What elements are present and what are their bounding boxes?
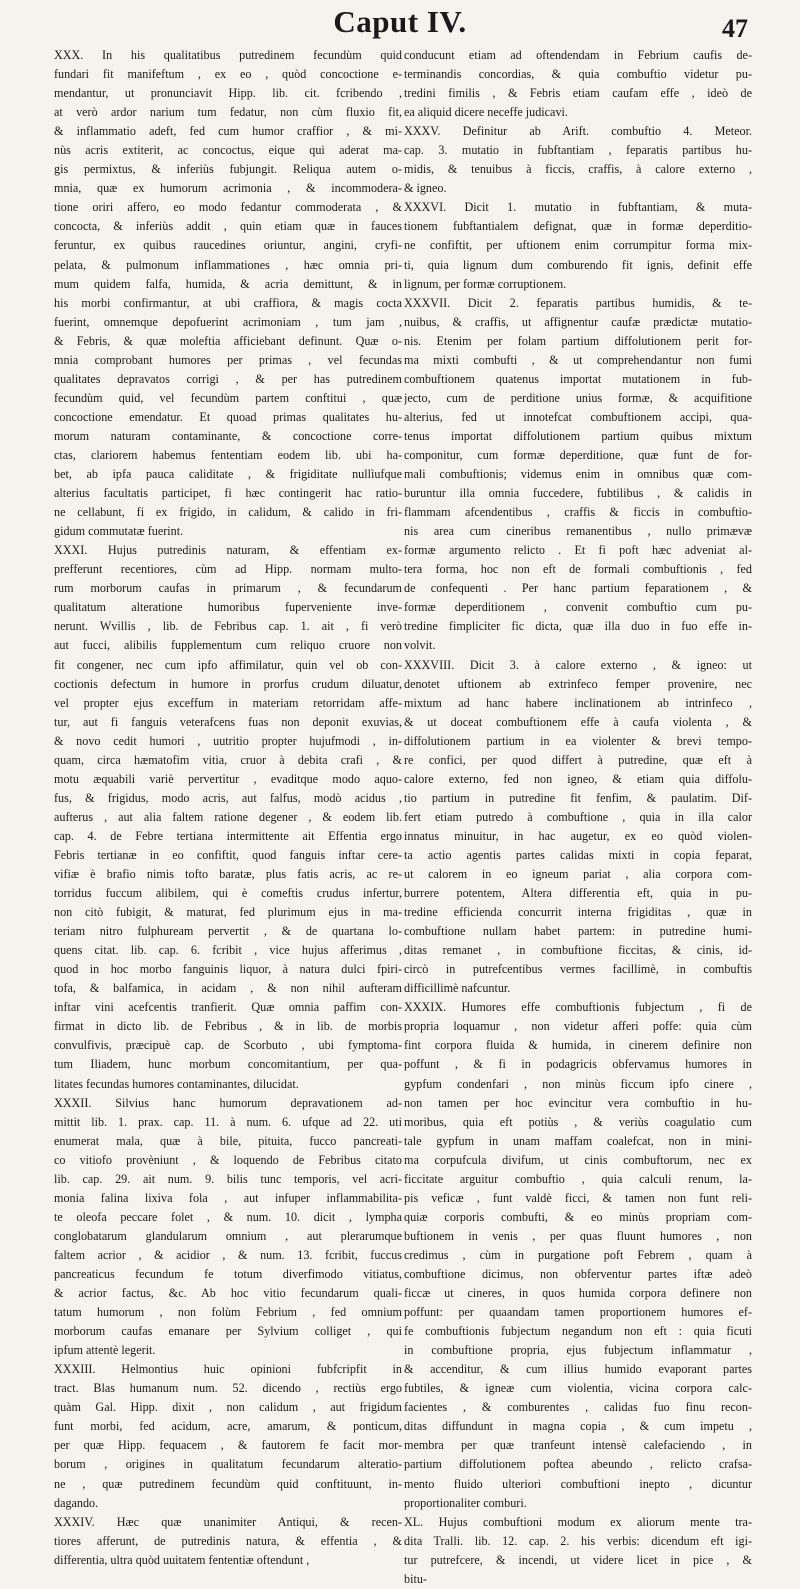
text-line: in combuftione propria, ejus fubjectum inflammatur , [404,1343,752,1358]
text-line: feruntur, ex quibus raucedines oriuntur, angini, cryfi- [54,238,402,253]
text-line: teriam nitro fulphuream pervertit , & de quartana lo- [54,924,402,939]
text-line: tredine efficienda concurrit interna frigiditas , quæ in [404,905,752,920]
text-line: cap. 4. de Febre tertiana intermittente ait Effentia ergo [54,828,402,843]
text-line: & novo cedit humori , uutritio propter hujufmodi , in- [54,733,402,748]
text-line: fint corpora fluida & humida, in cinerem definire non [404,1038,752,1053]
text-line: ea aliquid dicere neceffe judicavi. [404,105,568,120]
text-line: ut calorem in eo igneum pariat , alia corpora com- [404,867,752,882]
text-line: tredini fimilis , & Febris etiam caufam effe , ideò de [404,86,752,101]
text-line: ipfum attentè legerit. [54,1343,156,1358]
text-line: difficillimè nafcuntur. [404,981,511,996]
text-line: mali combuftionis; videmus enim in omnibus quæ com- [404,467,752,482]
text-line: conducunt etiam ad oftendendam in Febrium caufis de- [404,48,752,62]
text-line: fert etiam putredo à combuftione , quia in illa calor [404,809,752,824]
text-line: midis, & tenuibus à ficcis, craffis, à calore externo , [404,162,752,177]
text-line: poffunt: per quaandam tamen proportionem humores ef- [404,1305,752,1320]
text-line: non tamen per hoc evincitur vera combuftio in hu- [404,1095,752,1110]
text-line: fundari fit manifeftum , ex eo , quòd concoctione e- [54,67,402,82]
text-line: dita Tralli. lib. 12. cap. 2. his verbis: dicendum eft igi- [404,1533,752,1548]
text-line: litates fecundas humores contaminantes, dilucidat. [54,1076,299,1091]
text-line: XXXI. Hujus putredinis naturam, & effentiam ex- [54,543,402,558]
text-line: per quæ Hipp. fequacem , & fautorem fe facit mor- [54,1438,402,1453]
text-line: & Febris, & quæ moleftia afficiebant definunt. Quæ o- [54,333,402,348]
text-line: ficcitate arguitur combuftio , quia calculi renum, la- [404,1171,752,1186]
text-line: de confequenti . Per hanc partium feparationem , & [404,581,752,596]
text-line: quod in hoc morbo fanguinis liquor, à natura dulci fpiri- [54,962,402,977]
text-line: tiores afferunt, de putredinis natura, & effentia , & [54,1533,402,1548]
text-line: gis permixtus, & inferiùs fubjungit. Reliqua autem o- [54,162,402,177]
text-line: morborum caufas emanare per Sylvium colliget , qui [54,1324,402,1339]
text-line: vel propter ejus exceffum in materiam retorridam affe- [54,695,402,710]
text-line: firmat in dicto lib. de Febribus , & in lib. de morbis [54,1019,402,1034]
text-line: aut fucci, alibilis fupplementum cum reliquo cruore non [54,638,402,653]
text-line: differentia, ultra quòd uuitatem fententiæ oftendunt , [54,1552,310,1567]
text-line: quiæ corporis combufti, & eo minùs propriam com- [404,1209,752,1224]
text-line: nerunt. Wvillis , lib. de Febribus cap. 1. ait , fi verò [54,619,402,634]
text-line: & inflammatio adeft, fed cum humor craffior , & mi- [54,124,402,139]
text-line: pelata, & pulmonum inflammationes , hæc omnia pri- [54,257,402,272]
text-line: tredine fimpliciter fic dicta, quæ illa duo in fuo effe in- [404,619,752,634]
text-line: partium diffolutionem poftea abeundo , relicto crafsa- [404,1457,752,1472]
text-line: nuibus, & craffis, ut affignentur caufæ prædictæ mutatio- [404,314,752,329]
text-line: concoctione emendatur. Et quoad primas qualitates hu- [54,409,402,424]
text-line: coctionis defectum in humore in prorfus crudum diluatur, [54,676,402,691]
text-line: pancreaticus fecundum fe totum diverfimodo vitiatus, [54,1267,402,1281]
text-line: ne cellabunt, fi ex frigido, in calidum, & calido in fri- [54,505,402,520]
text-line: circò in putrefcentibus vermes facillimè, in combuftis [404,962,752,977]
text-line: fit congener, nec cum ipfo affimilatur, quin vel ob con- [54,657,402,672]
text-line: quàm Gal. Hipp. dixit , non calidum , aut frigidum [54,1400,402,1415]
text-line: terminandis concordias, & quia combuftio videtur pu- [404,67,752,82]
text-line: te oleofa peccare folet , & num. 10. dicit , lympha [54,1209,402,1224]
text-line: XXXIII. Helmontius huic opinioni fubfcripfit in [54,1362,402,1377]
text-line: aufterus , aut alia faltem ratione degener , & eodem lib. [54,809,402,824]
text-line: fe combuftionis fubjectum negandum non eft : quia ficuti [404,1324,752,1339]
text-line: fecundùm quid, vel fecundùm partem conftitui , quæ [54,390,402,405]
text-line: non citò fubigit, & maturat, fed plurimum ejus in ma- [54,905,402,920]
text-line: lignum, per formæ corruptionem. [404,276,567,291]
text-line: gypfum condenfari , non minùs ficcum ipfo cinere , [404,1076,752,1091]
text-line: tale gypfum in unam maffam coalefcat, non in mini- [404,1133,752,1148]
text-line: mittit lib. 1. prax. cap. 11. à num. 6. ufque ad 22. uti [54,1114,402,1129]
text-line: tione oriri affero, eo modo fedantur commoderata , & [54,200,402,215]
text-line: convulfivis, præcipuè cap. de Scorbuto , ubi fymptoma- [54,1038,402,1053]
text-line: rum morborum caufas in primarum , & fecundarum [54,581,402,596]
text-line: tofa, & balfamica, in acidam , & non nihil aufteram [54,981,402,996]
text-line: mendantur, ut pronunciavit Hipp. lib. cit. fcribendo , [54,86,402,101]
text-line: dagando. [54,1495,99,1510]
text-line: formæ deperditionem , convenit combuftio cum pu- [404,600,752,615]
text-line: XXXVIII. Dicit 3. à calore externo , & igneo: ut [404,657,752,672]
text-line: tatum humorum , non folùm Febrium , fed omnium [54,1305,402,1320]
text-line: mnia comprobant humores per primas , vel fecundas [54,352,402,367]
text-line: morum naturam contaminante, & concoctione corre- [54,428,402,443]
text-line: re confici, per quod differt à putredine, quæ eft à [404,752,752,767]
text-line: enumerat mala, quæ à bile, pituita, fucco pancreati- [54,1133,402,1148]
text-line: XXXII. Silvius hanc humorum depravationem ad- [54,1095,402,1110]
text-line: tum Iliadem, hunc morbum concomitantium, per qua- [54,1057,402,1072]
text-line: fus, & frigidus, modo acris, aut falfus, modò acidus , [54,790,402,805]
text-line: his morbi confirmantur, at ubi craffiora, & magis cocta [54,295,402,310]
text-line: denotet uftionem ab extrinfeco femper provenire, nec [404,676,752,691]
text-line: & acrior factus, &c. Ab hoc vitio fecundarum quali- [54,1286,402,1301]
text-line: nùs acris extiterit, ac concoctus, eique qui aderat ma- [54,143,402,158]
text-line: XXXVI. Dicit 1. mutatio in fubftantiam, & muta- [404,200,752,215]
text-line: combuftionem quatenus importat mutationem in fub- [404,371,752,386]
text-line: ditas remanet , in combuftione ficcitas, & cinis, id- [404,943,752,958]
text-line: co vitiofo provèniunt , & loquendo de Febribus citato [54,1152,402,1167]
text-line: tionem fubftantialem defignat, quæ in formæ deperditio- [404,219,752,234]
text-line: nis area cum cineribus remanentibus , nullo primævæ [404,524,752,539]
text-line: ditas diffundunt in magna copia , & cum impetu , [404,1419,752,1434]
text-line: combuftione nullam habet partem: in putredine humi- [404,924,752,939]
left-column [54,46,402,1570]
text-line: membra per quæ tranfeunt intensè calefaciendo , in [404,1438,752,1453]
text-line: moribus, quia eft potiùs , & veriùs coagulatio cum [404,1114,752,1129]
text-line: vifiæ è brafio nimis tofto baratæ, plus fatis acris, ac re- [54,867,402,882]
text-line: qualitates depravatos corrigi , & per has putredinem [54,371,402,386]
text-line: XXXIX. Humores effe combuftionis fubjectum , fi de [404,1000,752,1015]
text-line: nis. Etenim per folam partium diffolutionem perit for- [404,333,752,348]
text-line: mixtum ad hanc habere inclinationem ab intrinfeco , [404,695,752,710]
text-line: credimus , cùm in purgatione poft Febrem , quam à [404,1247,752,1262]
text-line: at verò ardor narium tum fedatur, non cùm fluxio fit, [54,105,402,120]
text-line: buruntur illa omnia fuccedere, fubtilibus , & calidis in [404,486,752,501]
text-line: tera forma, hoc non eft de formali combuftionis , fed [404,562,752,577]
page-header [0,0,800,44]
text-line: calore externo, fed non igneo, & etiam quia diffolu- [404,771,752,786]
text-line: diffolutionem partium in ea violenter & brevi tempo- [404,733,752,748]
text-line: & igneo. [404,181,447,196]
text-line: alterius facultatis participet, fi hæc contingerit hac ratio- [54,486,402,501]
text-line: motu æquabili variè pervertitur , evaditque modo aquo- [54,771,402,786]
text-line: ficcæ ut cineres, in quos humida corpora definere non [404,1286,752,1301]
text-line: facientes , & comburentes , calidas fuo finu recon- [404,1400,752,1415]
text-line: lib. cap. 29. ait num. 9. bilis tunc temporis, vel acri- [54,1171,402,1186]
text-line: XL. Hujus combuftioni modum ex aliorum mente tra- [404,1514,752,1529]
text-line: alterius, fed ut innotefcat combuftionem accipi, qua- [404,409,752,424]
text-line: ne confiftit, per uftionem enim corrumpitur forma mix- [404,238,752,253]
page-number: 47 [722,14,748,43]
text-line: flammam afcendentibus , craffis & ficcis in combuftio- [404,505,752,520]
text-line: tio partium in putredine fit fenfim, & paulatim. Dif- [404,790,752,805]
text-line: bet, ab ipfa pauca caliditate , & frigiditate nullìufque [54,467,402,482]
text-line: tur putrefcere, & incendi, ut videre licet in pice , & [404,1552,752,1567]
text-line: formæ argumento relicto . Et fi poft hæc adveniat al- [404,543,752,558]
text-line: tur, aut fi fanguis veterafcens fuas non deponit exuvias, [54,714,402,729]
text-line: innatus minuitur, in hac augetur, ex eo quòd violen- [404,828,752,843]
text-line: jecto, cum de perditione unius formæ, & acquifitione [404,390,752,405]
text-line: cap. 3. mutatio in fubftantiam , feparatis partibus hu- [404,143,752,158]
text-line: funt morbi, fed acidum, acre, amarum, & ponticum, [54,1419,402,1434]
text-line: & ut doceat combuftionem effe à caufa violenta , & [404,714,752,729]
text-line: fuerint, omnemque depofuerint acrimoniam , tum jam , [54,314,402,329]
text-line: ma corpufcula divifum, ut cinis combuftorum, nec ex [404,1152,752,1167]
text-line: mnia, quæ ex humorum acrimonia , & incommodera- [54,181,402,196]
text-line: combuftione dicimus, non obferventur partes iftæ adeò [404,1267,752,1281]
text-line: inftar vini acefcentis tranfierit. Quæ omnia paffim con- [54,1000,402,1015]
text-line: XXXIV. Hæc quæ unanimiter Antiqui, & recen- [54,1514,402,1529]
text-line: torridus fuccum alibilem, qui è comeftis crudus infertur, [54,886,402,901]
text-line: tenus importat diffolutionem partium quibus mixtum [404,428,752,443]
text-line: qualitatum alteratione humoribus fuperveniente inve- [54,600,402,615]
text-line: borum , origines in qualitatum fecundarum alteratio- [54,1457,402,1472]
text-line: conglobatarum glandularum omnium , aut plerarumque [54,1228,402,1243]
text-line: ma mixti combufti , & ut comprehendantur non fumi [404,352,752,367]
text-line: ctas, clariorem habemus fententiam eodem lib. ubi ha- [54,447,402,462]
text-line: proportionaliter comburi. [404,1495,527,1510]
text-line: ti, quia lignum dum comburendo fit ignis, definit effe [404,257,752,272]
text-line: gidum commutatæ fuerint. [54,524,184,539]
text-line: componitur, cum formæ deperditione, quæ funt de for- [404,447,752,462]
text-line: mento fluido ulteriori combuftioni inepto , dicuntur [404,1476,752,1491]
text-line: & accenditur, & cum illius humido evaporant partes [404,1362,752,1377]
text-line: ne , quæ putredinem fecundùm quid conftituunt, in- [54,1476,402,1491]
text-line: pis veficæ , funt valdè ficci, & tamen non funt reli- [404,1190,752,1205]
right-column [404,46,752,1589]
text-line: burrere potentem, Altera differentia eft, quia in pu- [404,886,752,901]
running-title: Caput IV. [333,4,467,39]
text-line: quens citat. lib. cap. 6. fcribit , vice hujus afferimus , [54,943,402,958]
text-line: prefferunt recentiores, cùm ad Hipp. normam multo- [54,562,402,577]
text-line: Febris tertianæ in eo confiftit, quod fanguis inftar cere- [54,847,402,862]
text-line: fubtiles, & igneæ cum violentia, vicina corpora calc- [404,1381,752,1396]
text-line: faltem acrior , & acidior , & num. 13. fcribit, fuccus [54,1247,402,1262]
text-line: monia falina lixiva fola , aut infuper inflammabilita- [54,1190,402,1205]
text-line: tract. Blas humanum num. 52. dicendo , rectiùs ergo [54,1381,402,1396]
text-line: XXXV. Definitur ab Arift. combuftio 4. Meteor. [404,124,752,139]
text-line: quam, circa hæmatofim vitia, cruor à debita crafi , & [54,752,402,767]
text-line: propria loquamur , non videtur afferi poffe: quia cùm [404,1019,752,1034]
text-line: XXX. In his qualitatibus putredinem fecundùm quid [54,48,402,62]
text-line: poffunt , & fi in podagricis obfervamus humores in [404,1057,752,1072]
text-line: mum quidem falfa, humida, & acria demittunt, & in [54,276,402,291]
text-line: bitu- [404,1571,427,1586]
text-line: volvit. [404,638,436,653]
text-line: concocta, & inferiùs addit , quin etiam quæ in fauces [54,219,402,234]
text-line: buftionem in venis , per quas fluunt humores , non [404,1228,752,1243]
text-line: XXXVII. Dicit 2. feparatis partibus humidis, & te- [404,295,752,310]
text-line: ta actio agentis partes calidas mixti in copia feparat, [404,847,752,862]
